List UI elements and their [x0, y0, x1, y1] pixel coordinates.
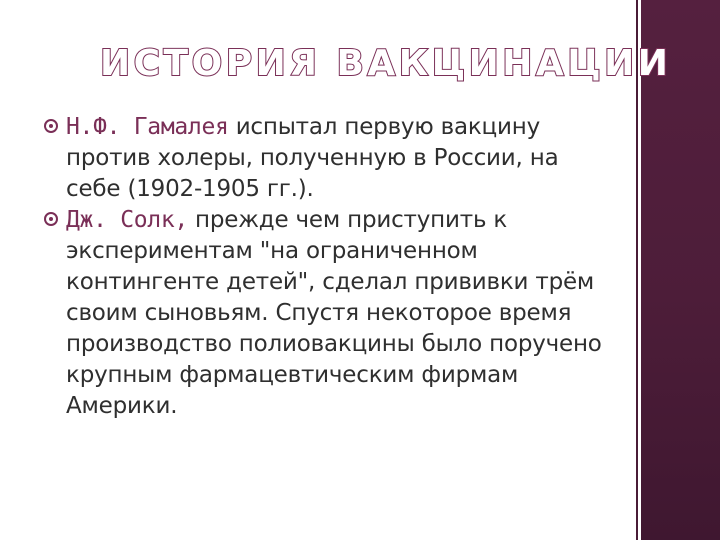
circle-bullet-icon — [44, 119, 58, 133]
bullet-name: Н.Ф. Гамалея — [66, 114, 229, 140]
bullet-item-gamaleya — [44, 112, 619, 205]
page-title-svg — [100, 38, 672, 86]
content-list — [44, 112, 619, 422]
bullet-text: испытал первую вакцину против холеры, полученную в России, на себе (1902-1905 гг.). — [66, 114, 559, 202]
page-title-text: ИСТОРИЯ ВАКЦИНАЦИИ — [100, 43, 672, 84]
page-title — [100, 38, 672, 86]
bullet-text: прежде чем приступить к экспериментам "на ограниченном контингенте детей", сделал прививки трём своим сыновьям. Спустя некоторое время производство полиовакцины было поручено крупным фармацевтическим фирмам Америки. — [66, 207, 602, 419]
circle-bullet-icon — [44, 212, 58, 226]
bullet-name: Дж. Солк, — [66, 207, 188, 233]
bullet-item-salk — [44, 205, 619, 422]
